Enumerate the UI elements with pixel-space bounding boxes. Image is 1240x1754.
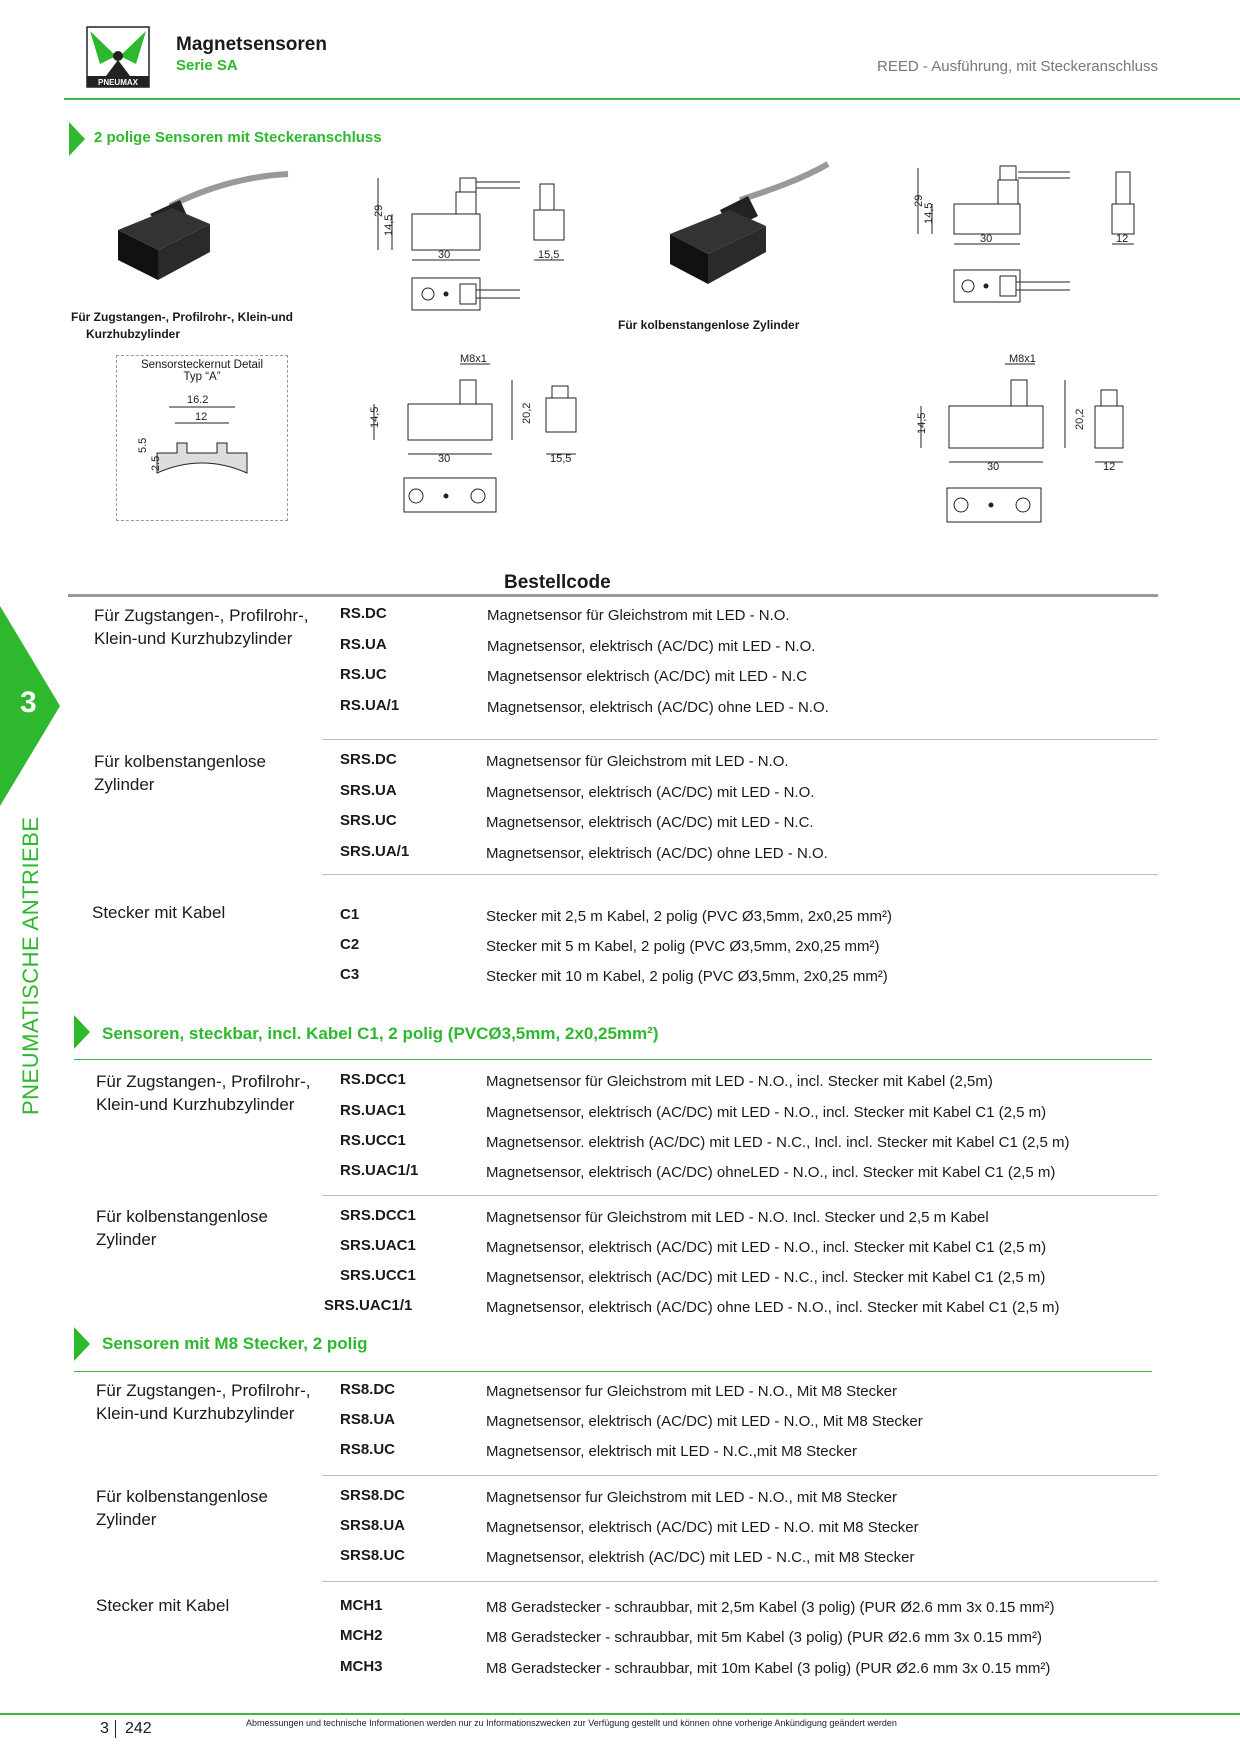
dim-155: 15,5 [538,249,560,261]
order-desc: Magnetsensor, elektrisch (AC/DC) mit LED - N.O., Mit M8 Stecker [486,1413,923,1430]
order-desc: Magnetsensor, elektrisch (AC/DC) ohneLED - N.O., incl. Stecker mit Kabel C1 (2,5 m) [486,1164,1056,1181]
caption-left-line2: Kurzhubzylinder [86,327,181,341]
order-desc: Magnetsensor, elektrisch (AC/DC) ohne LED - N.O., incl. Stecker mit Kabel C1 (2,5 m) [486,1299,1060,1316]
order-desc: Magnetsensor elektrisch (AC/DC) mit LED - N.C [487,668,808,685]
dim-30-c: 30 [438,453,451,465]
drawing-rs-side [360,170,580,320]
dim-30-b: 30 [980,233,993,245]
order-code: SRS.DCC1 [340,1207,416,1224]
detail-dim-25: 2.5 [150,455,162,471]
order-code: RS.UC [340,666,387,683]
order-code: SRS8.UC [340,1547,406,1564]
dim-145: 14,5 [383,214,395,236]
order-desc: Magnetsensor, elektrisch (AC/DC) mit LED - N.O., incl. Stecker mit Kabel C1 (2,5 m) [486,1239,1047,1256]
group-name: Für kolbenstangenlose [96,1487,269,1506]
order-code: RS8.UC [340,1441,396,1458]
order-code: SRS8.DC [340,1487,406,1504]
order-desc: Magnetsensor fur Gleichstrom mit LED - N.O., Mit M8 Stecker [486,1383,897,1400]
dim-30: 30 [438,249,451,261]
pneumax-logo [86,26,150,88]
drawing-srs-side [900,160,1140,310]
dim-145-b: 14,5 [923,202,935,224]
order-desc: M8 Geradstecker - schraubbar, mit 2,5m Kabel (3 polig) (PUR Ø2.6 mm 3x 0.15 mm²) [486,1599,1055,1616]
order-code: C3 [340,966,360,983]
dim-145-c: 14,5 [369,406,381,428]
order-desc: Magnetsensor, elektrisch mit LED - N.C.,mit M8 Stecker [486,1443,857,1460]
chapter-number: 3 [20,686,37,719]
detail-dim-162: 16.2 [187,394,209,406]
group-name: Für Zugstangen-, Profilrohr-, [96,1072,311,1091]
drawing-rs8 [360,350,590,530]
section2-marker [74,1015,90,1049]
order-desc: Stecker mit 2,5 m Kabel, 2 polig (PVC Ø3,5mm, 2x0,25 mm²) [486,908,892,925]
order-desc: Magnetsensor für Gleichstrom mit LED - N.O. [486,753,789,770]
section3-title: Sensoren mit M8 Stecker, 2 polig [102,1334,368,1353]
group-name: Für Zugstangen-, Profilrohr-, [94,606,309,625]
order-desc: Magnetsensor, elektrisch (AC/DC) mit LED - N.O. [486,784,815,801]
order-desc: Magnetsensor, elektrish (AC/DC) mit LED - N.C., mit M8 Stecker [486,1549,915,1566]
order-code: SRS.UC [340,812,397,829]
group-name: Zylinder [96,1230,157,1249]
sensor-photo-1 [110,166,290,286]
order-desc: Magnetsensor, elektrisch (AC/DC) mit LED - N.O., incl. Stecker mit Kabel C1 (2,5 m) [486,1104,1047,1121]
order-desc: Magnetsensor für Gleichstrom mit LED - N.O. Incl. Stecker und 2,5 m Kabel [486,1209,989,1226]
detail-box [116,355,288,521]
group-name: Stecker mit Kabel [96,1596,230,1615]
row-divider [322,739,1158,740]
order-code: SRS.UCC1 [340,1267,416,1284]
order-code: MCH2 [340,1627,383,1644]
order-code: RS.UAC1/1 [340,1162,419,1179]
order-code: RS8.UA [340,1411,396,1428]
page-title: Magnetsensoren [176,34,327,55]
order-code: RS.UA/1 [340,697,400,714]
group-name: Zylinder [96,1510,157,1529]
order-desc: Magnetsensor. elektrish (AC/DC) mit LED - N.C., Incl. incl. Stecker mit Kabel C1 (2,5 m) [486,1134,1070,1151]
order-desc: Magnetsensor, elektrisch (AC/DC) mit LED - N.C., incl. Stecker mit Kabel C1 (2,5 m) [486,1269,1046,1286]
sensor-photo-2 [660,160,830,290]
detail-dim-55: 5.5 [137,437,149,453]
order-desc: Magnetsensor, elektrisch (AC/DC) mit LED - N.C. [486,814,814,831]
order-desc: Magnetsensor, elektrisch (AC/DC) mit LED - N.O. mit M8 Stecker [486,1519,919,1536]
order-code: MCH3 [340,1658,383,1675]
dim-29: 29 [373,204,385,217]
logo-text: PNEUMAX [97,78,139,87]
order-code: SRS.UA [340,782,397,799]
order-code: C2 [340,936,360,953]
detail-title-1: Sensorsteckernut Detail [140,359,264,371]
dim-12-b: 12 [1116,233,1129,245]
order-code: RS.UCC1 [340,1132,406,1149]
bestellcode-title: Bestellcode [504,572,611,593]
order-code: RS.UAC1 [340,1102,406,1119]
group-name: Zylinder [94,775,155,794]
footer-note: Abmessungen und technische Informationen werden nur zu Informationszwecken zur Verfügung gestellt und können ohne vorherige Ankündigung geändert werden [246,1718,897,1728]
caption-left-line1: Für Zugstangen-, Profilrohr-, Klein-und [71,310,293,324]
order-code: RS.UA [340,636,387,653]
section1-marker [69,122,85,156]
order-code: SRS.DC [340,751,397,768]
order-desc: Stecker mit 10 m Kabel, 2 polig (PVC Ø3,5mm, 2x0,25 mm²) [486,968,888,985]
dim-202: 20,2 [521,402,533,424]
order-desc: M8 Geradstecker - schraubbar, mit 10m Kabel (3 polig) (PUR Ø2.6 mm 3x 0.15 mm²) [486,1660,1051,1677]
order-desc: M8 Geradstecker - schraubbar, mit 5m Kabel (3 polig) (PUR Ø2.6 mm 3x 0.15 mm²) [486,1629,1043,1646]
series-label: Serie SA [176,57,238,74]
group-name: Klein-und Kurzhubzylinder [96,1095,295,1114]
dim-m8-b: M8x1 [1009,353,1036,365]
header-rule [64,98,1240,100]
bestellcode-rule [68,594,1158,597]
order-code: MCH1 [340,1597,383,1614]
order-desc: Magnetsensor für Gleichstrom mit LED - N.O. [487,607,790,624]
group-name: Klein-und Kurzhubzylinder [94,629,293,648]
row-divider [322,1195,1158,1196]
footer-rule [0,1713,1240,1715]
order-code: C1 [340,906,360,923]
drawing-srs8 [905,350,1145,530]
group-name: Für kolbenstangenlose [96,1207,269,1226]
order-desc: Stecker mit 5 m Kabel, 2 polig (PVC Ø3,5mm, 2x0,25 mm²) [486,938,880,955]
section2-rule [74,1059,1152,1060]
order-code: RS.DC [340,605,387,622]
order-code: RS8.DC [340,1381,396,1398]
detail-title-2: Typ “A” [183,371,221,383]
row-divider [322,1581,1158,1582]
sidebar-label: PNEUMATISCHE ANTRIEBE [18,816,43,1115]
section1-title: 2 polige Sensoren mit Steckeranschluss [94,129,382,146]
dim-m8: M8x1 [460,353,487,365]
row-divider [322,1475,1158,1476]
dim-12-d: 12 [1103,461,1116,473]
footer-chapter: 3 [100,1720,109,1737]
order-code: SRS.UAC1/1 [324,1297,413,1314]
order-code: SRS8.UA [340,1517,406,1534]
dim-145-d: 14,5 [916,412,928,434]
dim-155-c: 15,5 [550,453,572,465]
section2-title: Sensoren, steckbar, incl. Kabel C1, 2 polig (PVCØ3,5mm, 2x0,25mm²) [102,1024,659,1043]
group-name: Klein-und Kurzhubzylinder [96,1404,295,1423]
order-code: SRS.UA/1 [340,843,410,860]
order-code: RS.DCC1 [340,1071,406,1088]
footer-separator [115,1720,116,1738]
page-number: 242 [125,1720,152,1737]
dim-30-d: 30 [987,461,1000,473]
order-code: SRS.UAC1 [340,1237,416,1254]
detail-dim-12: 12 [195,411,208,423]
group-name: Für Zugstangen-, Profilrohr-, [96,1381,311,1400]
dim-29-b: 29 [913,194,925,207]
order-desc: Magnetsensor fur Gleichstrom mit LED - N.O., mit M8 Stecker [486,1489,897,1506]
group-name: Für kolbenstangenlose [94,752,267,771]
order-desc: Magnetsensor, elektrisch (AC/DC) ohne LED - N.O. [487,699,829,716]
group-name: Stecker mit Kabel [92,903,226,922]
order-desc: Magnetsensor, elektrisch (AC/DC) ohne LED - N.O. [486,845,828,862]
section3-rule [74,1371,1152,1372]
dim-202-b: 20,2 [1074,408,1086,430]
section3-marker [74,1327,90,1361]
caption-right: Für kolbenstangenlose Zylinder [618,318,800,332]
header-right-label: REED - Ausführung, mit Steckeranschluss [877,58,1158,75]
detail-drawing [117,383,287,503]
row-divider [322,874,1158,875]
order-desc: Magnetsensor für Gleichstrom mit LED - N.O., incl. Stecker mit Kabel (2,5m) [486,1073,993,1090]
order-desc: Magnetsensor, elektrisch (AC/DC) mit LED - N.O. [487,638,816,655]
